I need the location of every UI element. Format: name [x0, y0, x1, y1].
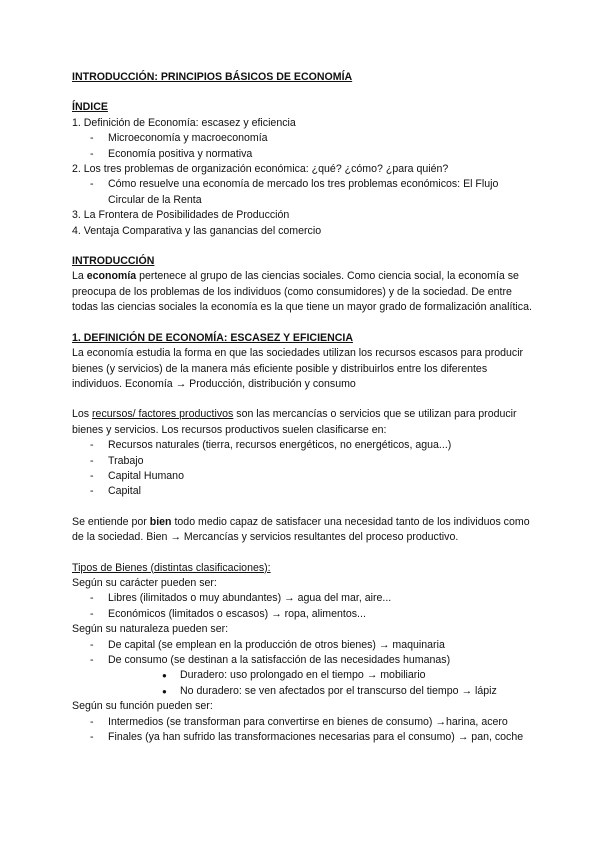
index-item: 2. Los tres problemas de organización económica: ¿qué? ¿cómo? ¿para quién? — [72, 163, 449, 176]
index-subitem: - Economía positiva y normativa — [72, 147, 532, 162]
by-function-label: Según su función pueden ser: — [72, 700, 213, 713]
factor-item: - Capital — [72, 484, 532, 499]
section1-heading: 1. DEFINICIÓN DE ECONOMÍA: ESCASEZ Y EFICIENCIA — [72, 331, 353, 344]
nature-item: - De consumo (se destinan a la satisfacción de las necesidades humanas) — [72, 653, 532, 668]
index-subitem: - Cómo resuelve una economía de mercado los tres problemas económicos: El Flujo Circular de la Renta — [72, 177, 532, 208]
by-character-label: Según su carácter pueden ser: — [72, 576, 217, 589]
factor-item: - Trabajo — [72, 454, 532, 469]
index-item: 4. Ventaja Comparativa y las ganancias del comercio — [72, 224, 322, 237]
nature-item: - De capital (se emplean en la producción de otros bienes) → maquinaria — [72, 638, 532, 653]
consumption-subitem: ● No duradero: se ven afectados por el transcurso del tiempo → lápiz — [72, 684, 532, 699]
document-page — [72, 70, 532, 745]
intro-text: La — [72, 270, 87, 283]
document-title: INTRODUCCIÓN: PRINCIPIOS BÁSICOS DE ECONOMÍA — [72, 71, 353, 83]
factor-item: - Recursos naturales (tierra, recursos energéticos, no energéticos, agua...) — [72, 438, 532, 453]
intro-bold-term: economía — [86, 270, 137, 283]
index-item: 3. La Frontera de Posibilidades de Producción — [72, 209, 290, 222]
index-subitem: - Microeconomía y macroeconomía — [72, 131, 532, 146]
section1-paragraph: La economía estudia la forma en que las sociedades utilizan los recursos escasos para producir bienes (y servicios) de la manera más eficiente posible y distribuirlos entre los diferentes individuos. Economía → Producción, distribución y consumo — [72, 347, 524, 390]
intro-heading: INTRODUCCIÓN — [72, 255, 155, 268]
resources-text: son las mercancías o servicios que se utilizan para producir bienes y servicios. Los recursos productivos suelen clasificarse en: — [72, 408, 517, 436]
function-item: - Finales (ya han sufrido las transformaciones necesarias para el consumo) → pan, coche — [72, 730, 532, 745]
index-heading: ÍNDICE — [72, 101, 108, 114]
character-item: - Económicos (limitados o escasos) → ropa, alimentos... — [72, 607, 532, 622]
resources-text: Los — [72, 408, 93, 421]
good-bold-term: bien — [149, 515, 172, 528]
consumption-subitem: ● Duradero: uso prolongado en el tiempo → mobiliario — [72, 668, 532, 683]
good-text: Se entiende por — [72, 515, 150, 528]
resources-paragraph — [72, 407, 532, 438]
by-nature-label: Según su naturaleza pueden ser: — [72, 623, 229, 636]
function-item: - Intermedios (se transforman para convertirse en bienes de consumo) →harina, acero — [72, 715, 532, 730]
factor-item: - Capital Humano — [72, 469, 532, 484]
character-item: - Libres (ilimitados o muy abundantes) → agua del mar, aire... — [72, 591, 532, 606]
intro-text: pertenece al grupo de las ciencias sociales. Como ciencia social, la economía se preocupa de los problemas de los individuos (como consumidores) y de la sociedad. De entre todas las ciencias sociales la economía es la que tiene un mayor grado de formalización analítica. — [72, 270, 532, 314]
index-item: 1. Definición de Economía: escasez y eficiencia — [72, 116, 296, 129]
types-heading: Tipos de Bienes (distintas clasificaciones): — [72, 561, 271, 574]
resources-underlined: recursos/ factores productivos — [92, 408, 234, 421]
good-text: todo medio capaz de satisfacer una necesidad tanto de los individuos como de la sociedad. Bien → Mercancías y servicios resultantes del proceso productivo. — [72, 515, 530, 544]
intro-paragraph — [72, 269, 532, 315]
good-paragraph — [72, 515, 532, 546]
